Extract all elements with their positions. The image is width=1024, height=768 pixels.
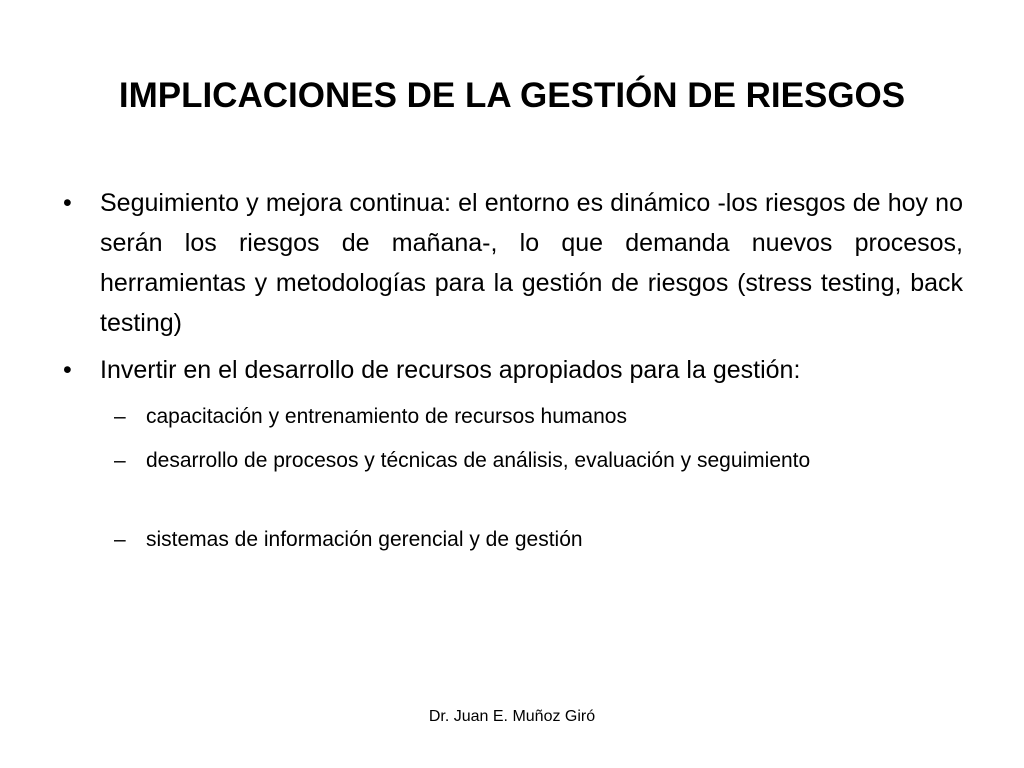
sub-text: capacitación y entrenamiento de recursos humanos — [146, 405, 627, 428]
bullet-marker: • — [63, 356, 72, 384]
sub-text: sistemas de información gerencial y de gestión — [146, 528, 583, 551]
bullet-text: Seguimiento y mejora continua: el entorno es dinámico -los riesgos de hoy no serán los riesgos de mañana-, lo que demanda nuevos procesos, herramientas y metodologías para la gestión de riesgos (stress testing, back testing) — [100, 189, 963, 337]
sub-marker: – — [114, 405, 126, 428]
sub-marker: – — [114, 449, 126, 472]
sub-text: desarrollo de procesos y técnicas de análisis, evaluación y seguimiento — [146, 449, 811, 472]
slide-title: IMPLICACIONES DE LA GESTIÓN DE RIESGOS — [118, 76, 906, 115]
sub-item-3 — [114, 524, 963, 556]
sub-item-2 — [114, 445, 963, 477]
bullet-text: Invertir en el desarrollo de recursos apropiados para la gestión: — [100, 356, 801, 384]
bullet-marker: • — [63, 189, 72, 217]
bullet-item-1 — [63, 183, 963, 343]
slide-footer: Dr. Juan E. Muñoz Giró — [428, 708, 596, 725]
sub-marker: – — [114, 528, 126, 551]
bullet-item-2 — [63, 350, 963, 390]
sub-item-1 — [114, 401, 963, 433]
